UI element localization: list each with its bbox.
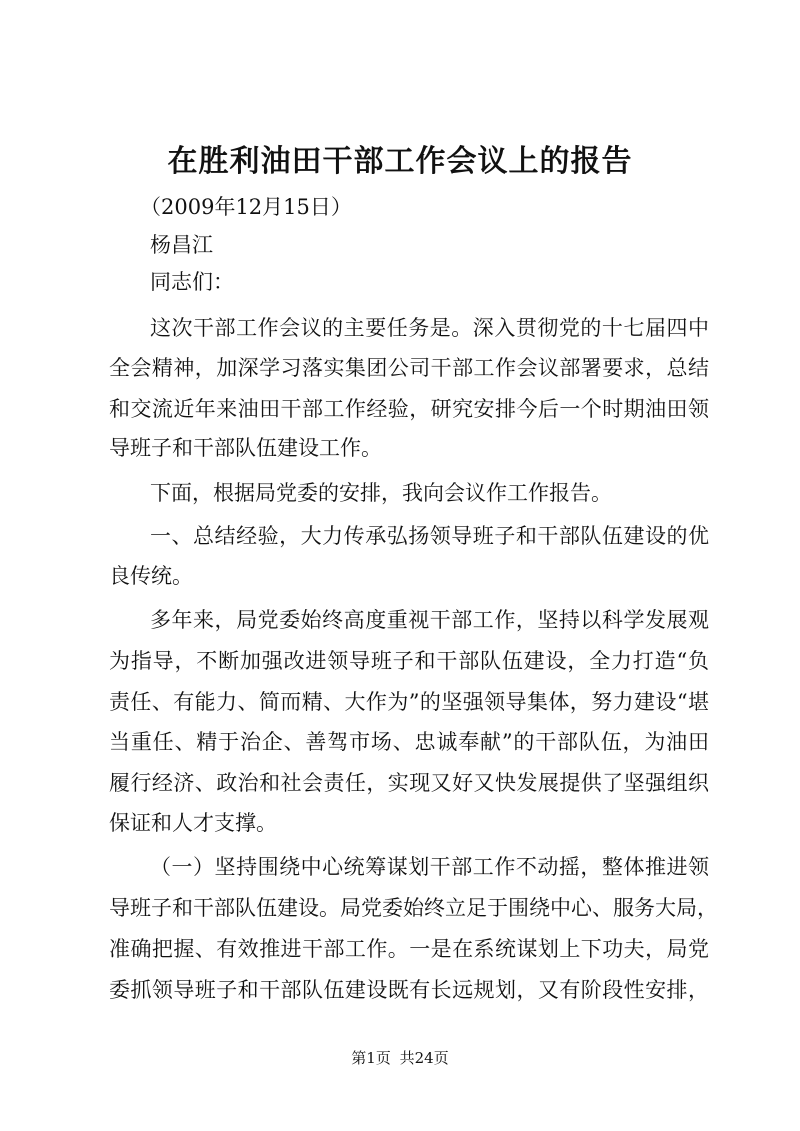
page-footer xyxy=(0,1048,800,1068)
paragraph-line: 和交流近年来油田干部工作经验，研究安排今后一个时期油田领 xyxy=(109,397,709,421)
paragraph-line: 保证和人才支撑。 xyxy=(109,811,277,835)
document-title: 在胜利油田干部工作会议上的报告 xyxy=(167,144,633,179)
page-number: 第1页 xyxy=(351,1049,391,1067)
paragraph-line: 这次干部工作会议的主要任务是。深入贯彻党的十七届四中 xyxy=(150,316,709,340)
paragraph-line: 良传统。 xyxy=(109,564,193,588)
paragraph-line: 为指导，不断加强改进领导班子和干部队伍建设，全力打造“负 xyxy=(109,649,709,673)
page-total: 共24页 xyxy=(399,1049,449,1067)
paragraph-line: 多年来，局党委始终高度重视干部工作，坚持以科学发展观 xyxy=(150,608,709,632)
paragraph-line: 准确把握、有效推进干部工作。一是在系统谋划上下功夫，局党 xyxy=(109,937,709,961)
paragraph-line: 导班子和干部队伍建设。局党委始终立足于围绕中心、服务大局， xyxy=(109,896,718,920)
paragraph-line: 履行经济、政治和社会责任，实现又好又快发展提供了坚强组织 xyxy=(109,771,709,795)
paragraph-line: 一、总结经验，大力传承弘扬领导班子和干部队伍建设的优 xyxy=(150,524,709,548)
paragraph-line: 责任、有能力、简而精、大作为”的坚强领导集体，努力建设“堪 xyxy=(109,690,709,714)
paragraph-line: （一）坚持围绕中心统筹谋划干部工作不动摇，整体推进领 xyxy=(150,855,709,879)
paragraph-line: 委抓领导班子和干部队伍建设既有长远规划，又有阶段性安排， xyxy=(109,978,709,1002)
document-date: （2009年12月15日） xyxy=(140,195,352,219)
paragraph-line: 当重任、精于治企、善驾市场、忠诚奉献”的干部队伍，为油田 xyxy=(109,730,709,754)
paragraph-line: 下面，根据局党委的安排，我向会议作工作报告。 xyxy=(150,481,612,505)
salutation: 同志们： xyxy=(150,270,234,294)
paragraph-line: 导班子和干部队伍建设工作。 xyxy=(109,436,382,460)
document-author: 杨昌江 xyxy=(150,233,213,257)
paragraph-line: 全会精神，加深学习落实集团公司干部工作会议部署要求，总结 xyxy=(109,356,709,380)
